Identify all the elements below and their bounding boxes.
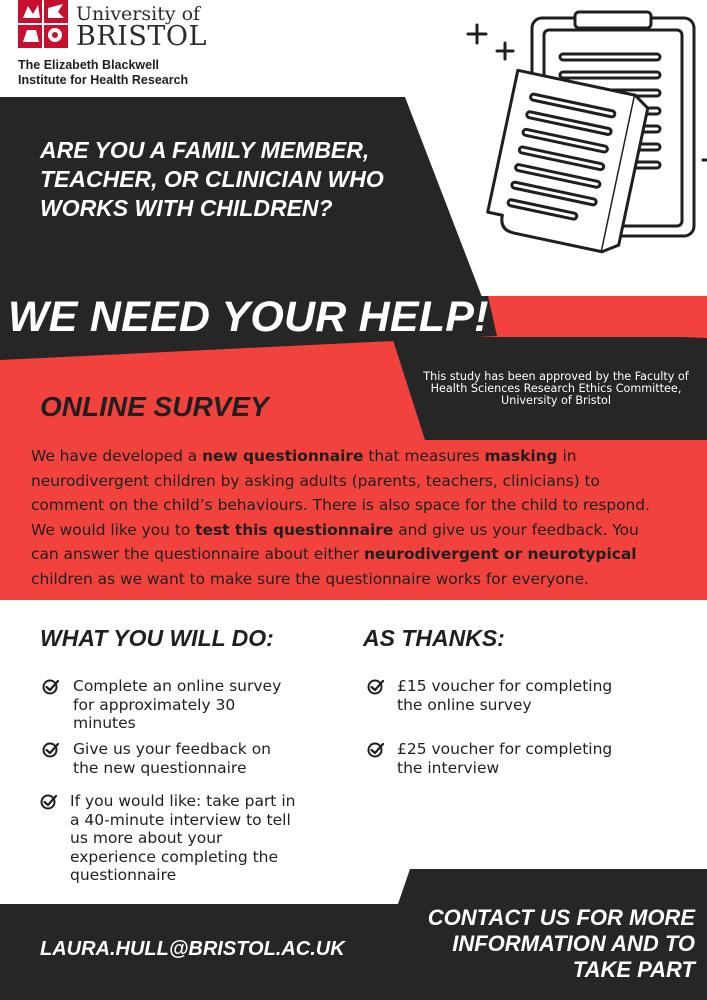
ethics-line: University of Bristol [501,394,611,407]
check-circle-icon [40,793,58,811]
contact-line: CONTACT US FOR MORE [427,905,695,930]
headline: WE NEED YOUR HELP! [8,293,489,341]
logo-line-2: BRISTOL [76,21,207,52]
check-circle-icon [42,678,60,696]
contact-email[interactable]: LAURA.HULL@BRISTOL.AC.UK [40,938,345,960]
institute-line-2: Institute for Health Research [18,73,189,87]
ethics-line: This study has been approved by the Faculty of [423,370,689,383]
description-line: children as we want to make sure the questionnaire works for everyone. [31,569,589,588]
university-wordmark [76,4,207,50]
contact-line: INFORMATION AND TO [452,931,695,956]
plus-icon [468,25,513,59]
study-description [31,444,699,591]
will-do-item: If you would like: take part in a 40-minute interview to tell us more about your experience completing the questionnaire [70,792,296,884]
contact-line: TAKE PART [572,957,695,982]
thanks-item: £25 voucher for completing the interview [397,740,613,777]
description-line: neurodivergent children by asking adults (parents, teachers, clinicians) to [31,471,600,490]
description-line: We have developed a new questionnaire that measures masking in [31,447,577,465]
description-line: We would like you to test this questionnaire and give us your feedback. You [31,520,639,539]
will-do-item: Give us your feedback on the new questionnaire [73,740,271,777]
clipboard-icon [460,10,707,280]
check-circle-icon [42,741,60,759]
institute-line-1: The Elizabeth Blackwell [18,58,160,72]
description-line: comment on the child’s behaviours. There is also space for the child to respond. [31,496,650,514]
ethics-line: Health Sciences Research Ethics Committee, [430,382,682,395]
question-line: ARE YOU A FAMILY MEMBER, [40,137,370,163]
ethics-approval-note [414,371,698,407]
logo-line-1: University of [76,3,201,25]
check-circle-icon [367,741,385,759]
institute-name [18,58,188,88]
check-circle-icon [367,678,385,696]
will-do-item: Complete an online survey for approximately 30 minutes [73,677,282,732]
contact-call-to-action [395,905,695,983]
thanks-title: AS THANKS: [363,625,505,651]
will-do-title: WHAT YOU WILL DO: [40,625,274,651]
audience-question [40,136,400,223]
survey-title: ONLINE SURVEY [40,391,269,422]
question-line: WORKS WITH CHILDREN? [40,195,333,221]
university-shield-icon [18,0,68,48]
question-line: TEACHER, OR CLINICIAN WHO [40,166,384,192]
thanks-item: £15 voucher for completing the online survey [397,677,613,714]
description-line: can answer the questionnaire about either neurodivergent or neurotypical [31,545,637,563]
